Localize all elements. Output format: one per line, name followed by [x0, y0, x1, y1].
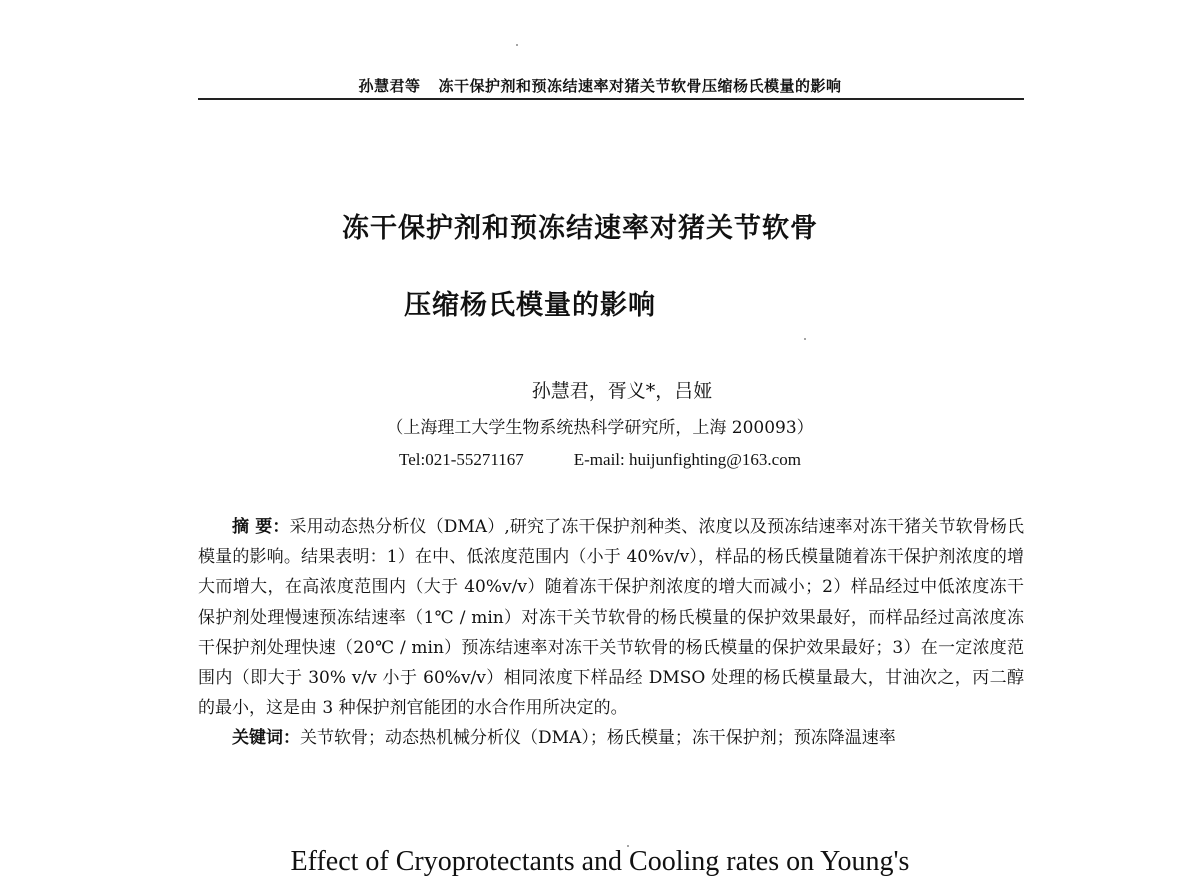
- paper-title-line-1: 冻干保护剂和预冻结速率对猪关节软骨: [342, 213, 818, 244]
- abstract-block: [198, 512, 1024, 754]
- keywords-paragraph: [198, 723, 1024, 753]
- abstract-paragraph: [198, 512, 1024, 723]
- scan-speck: [804, 338, 806, 340]
- email-address: E-mail: huijunfighting@163.com: [573, 450, 801, 469]
- affiliation: （上海理工大学生物系统热科学研究所，上海 200093）: [386, 418, 814, 438]
- author-list: [0, 376, 1200, 403]
- running-header-authors: 孙慧君等: [358, 77, 421, 95]
- contact-info: [0, 450, 1200, 470]
- keywords-text: 关节软骨；动态热机械分析仪（DMA）；杨氏模量；冻干保护剂；预冻降温速率: [300, 728, 896, 749]
- telephone: Tel:021-55271167: [399, 450, 524, 469]
- author-names: 孙慧君，胥义*，吕娅: [531, 380, 713, 402]
- running-header: [0, 75, 1200, 96]
- scan-speck: [516, 44, 518, 46]
- abstract-text: 采用动态热分析仪（DMA）,研究了冻干保护剂种类、浓度以及预冻结速率对冻干猪关节软骨杨氏模量的影响。结果表明：1）在中、低浓度范围内（小于 40%v/v），样品的杨氏模量随着冻干保护剂浓度的增大而增大，在高浓度范围内（大于 40%v/v）随着冻干保护剂浓度的增大而减小；2）样品经过中低浓度冻干保护剂处理慢速预冻结速率（1℃ / min）对冻干关节软骨的杨氏模量的保护效果最好，而样品经过高浓度冻干保护剂处理快速（20℃ / min）预冻结速率对冻干关节软骨的杨氏模量的保护效果最好；3）在一定浓度范围内（即大于 30% v/v 小于 60%v/v）相同浓度下样品经 DMSO 处理的杨氏模量最大，甘油次之，丙二醇的最小，这是由 3 种保护剂官能团的水合作用所决定的。: [198, 517, 1024, 719]
- header-rule: [198, 98, 1024, 100]
- running-header-title: 冻干保护剂和预冻结速率对猪关节软骨压缩杨氏模量的影响: [438, 77, 842, 95]
- english-title: Effect of Cryoprotectants and Cooling rates on Young's: [290, 846, 910, 877]
- abstract-label: 摘 要：: [232, 517, 290, 537]
- paper-title-line-2: 压缩杨氏模量的影响: [404, 290, 656, 321]
- keywords-label: 关键词：: [232, 728, 300, 749]
